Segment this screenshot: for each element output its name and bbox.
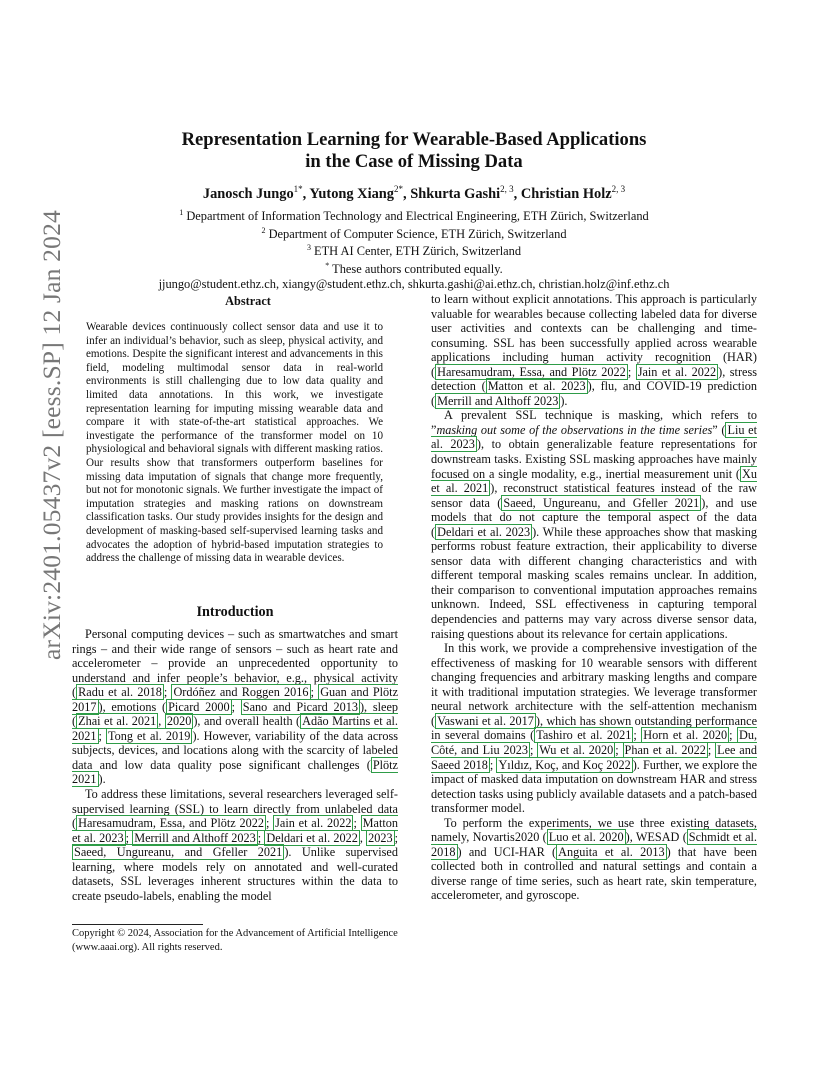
- citation-link[interactable]: Liu et al. 2023: [431, 422, 757, 452]
- citation-link[interactable]: Jain et al. 2022: [637, 364, 717, 379]
- text-run: In this work, we provide a comprehensive investigation of the effectiveness of masking for 10 wearable sensors with different changing frequencies and arbitrary masking lengths and compare it with traditional imputation strategies. We leverage transformer neural network architecture with the self-attention mechanism (: [431, 641, 757, 728]
- citation-link[interactable]: Ordóñez and Roggen 2016: [173, 685, 309, 700]
- affiliations: [100, 206, 728, 291]
- text-run: ;: [627, 364, 636, 379]
- paragraph: [431, 816, 757, 903]
- text-run: ;: [633, 728, 642, 743]
- text-run: ), WESAD (: [625, 830, 687, 845]
- text-run: To perform the experiments, we use three existing datasets, namely, Novartis2020 (: [431, 815, 757, 845]
- arxiv-identifier: arXiv:2401.05437v2 [eess.SP] 12 Jan 2024: [37, 210, 66, 660]
- text-run: ).: [560, 393, 568, 408]
- citation-link[interactable]: Schmidt et al. 2018: [431, 830, 757, 859]
- left-column-body: [72, 627, 398, 903]
- text-run: ), emotions (: [98, 699, 167, 714]
- text-run: ;: [310, 685, 319, 700]
- text-run: ;: [615, 742, 623, 757]
- author: Christian Holz$^{2, 3}$: [520, 184, 626, 202]
- citation-link[interactable]: Plötz 2021: [72, 757, 398, 787]
- citation-link[interactable]: Guan and Plötz 2017: [72, 685, 399, 714]
- email-list: jjungo@student.ethz.ch, xiangy@student.ethz.ch, shkurta.gashi@ai.ethz.ch, christian.holz@inf.ethz.ch: [158, 276, 670, 291]
- text-run: To address these limitations, several researchers leveraged self-supervised learning (SSL) to learn directly from unlabeled data (: [72, 787, 398, 831]
- text-run: ), sleep (: [72, 699, 399, 729]
- text-run: ” (: [712, 422, 726, 437]
- text-run: A prevalent SSL technique is masking, which refers to ”: [431, 408, 757, 437]
- text-run: ), stress detection (: [431, 364, 757, 394]
- citation-link[interactable]: Picard 2000: [168, 699, 230, 714]
- text-run: ), which has shown outstanding performance in several domains (: [431, 713, 758, 743]
- citation-link[interactable]: Zhai et al. 2021: [78, 714, 157, 729]
- text-run: ;: [265, 816, 274, 831]
- title-line-1: Representation Learning for Wearable-Based Applications: [181, 129, 647, 150]
- text-run: ;: [707, 742, 716, 757]
- text-run: ;: [529, 742, 538, 757]
- paragraph: [431, 408, 757, 641]
- text-run: ), and overall health (: [193, 714, 301, 729]
- footnote-rule: [72, 924, 203, 925]
- text-run: ;: [163, 685, 172, 700]
- text-run: ;: [394, 830, 399, 845]
- citation-link[interactable]: Horn et al. 2020: [643, 728, 728, 743]
- text-run: ). Unlike supervised learning, where models rely on annotated and well-curated datasets, SSL leverages inherent structures within the data to create pseudo-labels, enabling the model: [72, 845, 398, 903]
- abstract-heading: Abstract: [225, 294, 271, 308]
- paragraph: [72, 787, 398, 903]
- text-run: ), to obtain generalizable feature representations for downstream tasks. Existing SSL masking approaches have mainly focused on a single modality, e.g., inertial measurement unit (: [431, 437, 757, 481]
- citation-link[interactable]: Yıldız, Koç, and Koç 2022: [498, 757, 631, 772]
- citation-link[interactable]: Tashiro et al. 2021: [536, 728, 632, 743]
- citation-link[interactable]: Luo et al. 2020: [548, 830, 624, 845]
- affiliation-line: $^3$ ETH AI Center, ETH Zürich, Switzerland: [306, 243, 522, 259]
- citation-link[interactable]: Adão Martins et al. 2021: [72, 714, 398, 743]
- affiliation-line: * These authors contributed equally.: [325, 261, 503, 277]
- introduction-heading: Introduction: [196, 604, 274, 620]
- quoted-text: masking out some of the observations in the time series: [436, 422, 713, 437]
- citation-link[interactable]: Tong et al. 2019: [107, 728, 191, 743]
- paragraph: [72, 627, 398, 787]
- title-line-2: in the Case of Missing Data: [305, 151, 523, 172]
- citation-link[interactable]: Haresamudram, Essa, and Plötz 2022: [437, 364, 626, 379]
- abstract-text: Wearable devices continuously collect sensor data and use it to infer an individual’s behavior, such as sleep, physical activity, and emotions. Despite the significant interest and advancements in this field, modeling multimodal sensor data in real-world environments is still challenging due to low data quality and limited data annotations. In this work, we investigate representation learning for imputing missing wearable data and compare it with state-of-the-art statistical approaches. We investigate the performance of the transformer model on 10 physiological and behavioral signals with different masking ratios. Our results show that transformers outperform baselines for missing data imputation of signals that change more frequently, but not for monotonic signals. We further investigate the impact of imputation strategies and masking rations on downstream classification tasks. Our study provides insights for the design and development of masking-based self-supervised learning tasks and advocates the adoption of hybrid-based imputation strategies to address the challenge of missing data in wearable devices.: [86, 321, 383, 565]
- citation-link[interactable]: Merrill and Althoff 2023: [134, 830, 256, 845]
- text-run: Personal computing devices – such as smartwatches and smart rings – and their wide range of sensors – such as heart rate and accelerometer – provide an unprecedented opportunity to understand and infer people’s behavior, e.g., physical activity (: [72, 627, 398, 700]
- paper-title: [100, 129, 728, 173]
- author: Yutong Xiang$^{2*}$,: [309, 184, 411, 202]
- author: Shkurta Gashi$^{2, 3}$,: [410, 184, 521, 202]
- text-run: ,: [359, 830, 367, 845]
- text-run: ), and use models that do not capture the temporal aspect of the data (: [431, 495, 757, 539]
- text-run: ), reconstruct statistical features instead of the raw sensor data (: [431, 481, 757, 510]
- copyright-footnote: Copyright © 2024, Association for the Advancement of Artificial Intelligence (www.aaai.org). All rights reserved.: [72, 928, 398, 953]
- text-run: ) and UCI-HAR (: [457, 844, 557, 859]
- text-run: ). Further, we explore the impact of masked data imputation on downstream HAR and stress detection tasks using publicly available datasets and a patch-based transformer model.: [431, 757, 758, 816]
- text-run: ;: [231, 699, 241, 714]
- citation-link[interactable]: Jain et al. 2022: [275, 816, 352, 831]
- text-run: ,: [158, 714, 165, 729]
- paragraph: [431, 641, 757, 816]
- affiliation-line: $^2$ Department of Computer Science, ETH Zürich, Switzerland: [261, 225, 567, 241]
- citation-link[interactable]: Matton et al. 2023: [487, 379, 586, 394]
- citation-link[interactable]: Anguita et al. 2013: [558, 844, 665, 859]
- citation-link[interactable]: Deldari et al. 2023: [437, 524, 531, 539]
- author-list: [100, 184, 728, 203]
- citation-link[interactable]: Lee and Saeed 2018: [431, 742, 757, 772]
- citation-link[interactable]: Phan et al. 2022: [624, 742, 706, 757]
- citation-link[interactable]: Xu et al. 2021: [431, 466, 757, 496]
- text-run: ).: [98, 772, 106, 787]
- text-run: ;: [125, 830, 133, 845]
- citation-link[interactable]: 2023: [368, 830, 393, 845]
- text-run: ;: [353, 816, 361, 831]
- affiliation-line: $^1$ Department of Information Technology and Electrical Engineering, ETH Zürich, Switzerland: [179, 208, 649, 224]
- citation-link[interactable]: Matton et al. 2023: [72, 816, 399, 845]
- text-run: ), flu, and COVID-19 prediction (: [431, 379, 757, 408]
- citation-link[interactable]: Saeed, Ungureanu, and Gfeller 2021: [503, 495, 700, 510]
- paragraph: [431, 292, 757, 408]
- citation-link[interactable]: 2020: [166, 714, 192, 729]
- citation-link[interactable]: Merrill and Althoff 2023: [437, 393, 559, 408]
- citation-link[interactable]: Sano and Picard 2013: [242, 699, 358, 714]
- text-run: ). While these approaches show that masking performs robust feature extraction, their applicability to diverse sensor data with different changing characteristics and with different temporal masking scales remains unclear. In addition, their comparison to conventional imputation approaches remains unknown. Indeed, SSL effectiveness in capturing temporal dependencies and patterns may vary across diverse sensor data, raising questions about its relevance for certain applications.: [431, 524, 757, 641]
- citation-link[interactable]: Saeed, Ungureanu, and Gfeller 2021: [74, 845, 283, 860]
- text-run: ;: [729, 728, 737, 743]
- text-run: ;: [98, 728, 106, 743]
- text-run: ) that have been collected both in controlled and natural settings and contain a diverse range of time series, such as heart rate, skin temperature, accelerometer, and gyroscope.: [431, 844, 758, 903]
- citation-link[interactable]: Deldari et al. 2022: [266, 830, 358, 845]
- citation-link[interactable]: Radu et al. 2018: [78, 685, 162, 700]
- text-run: ;: [489, 757, 497, 772]
- text-run: to learn without explicit annotations. This approach is particularly valuable for wearables because collecting labeled data for diverse user activities and contexts can be challenging and time-consuming. SSL has been successfully applied across wearable applications including human activity recognition (HAR) (: [431, 292, 757, 379]
- citation-link[interactable]: Du, Côté, and Liu 2023: [431, 728, 758, 757]
- citation-link[interactable]: Haresamudram, Essa, and Plötz 2022: [78, 816, 264, 831]
- author: Janosch Jungo$^{1*}$,: [202, 184, 310, 202]
- text-run: ). However, variability of the data across subjects, devices, and locations along with the scarcity of labeled data and low data quality pose significant challenges (: [72, 728, 398, 772]
- citation-link[interactable]: Wu et al. 2020: [539, 742, 614, 757]
- text-run: ;: [257, 830, 265, 845]
- right-column-body: [431, 292, 757, 903]
- citation-link[interactable]: Vaswani et al. 2017: [437, 713, 534, 728]
